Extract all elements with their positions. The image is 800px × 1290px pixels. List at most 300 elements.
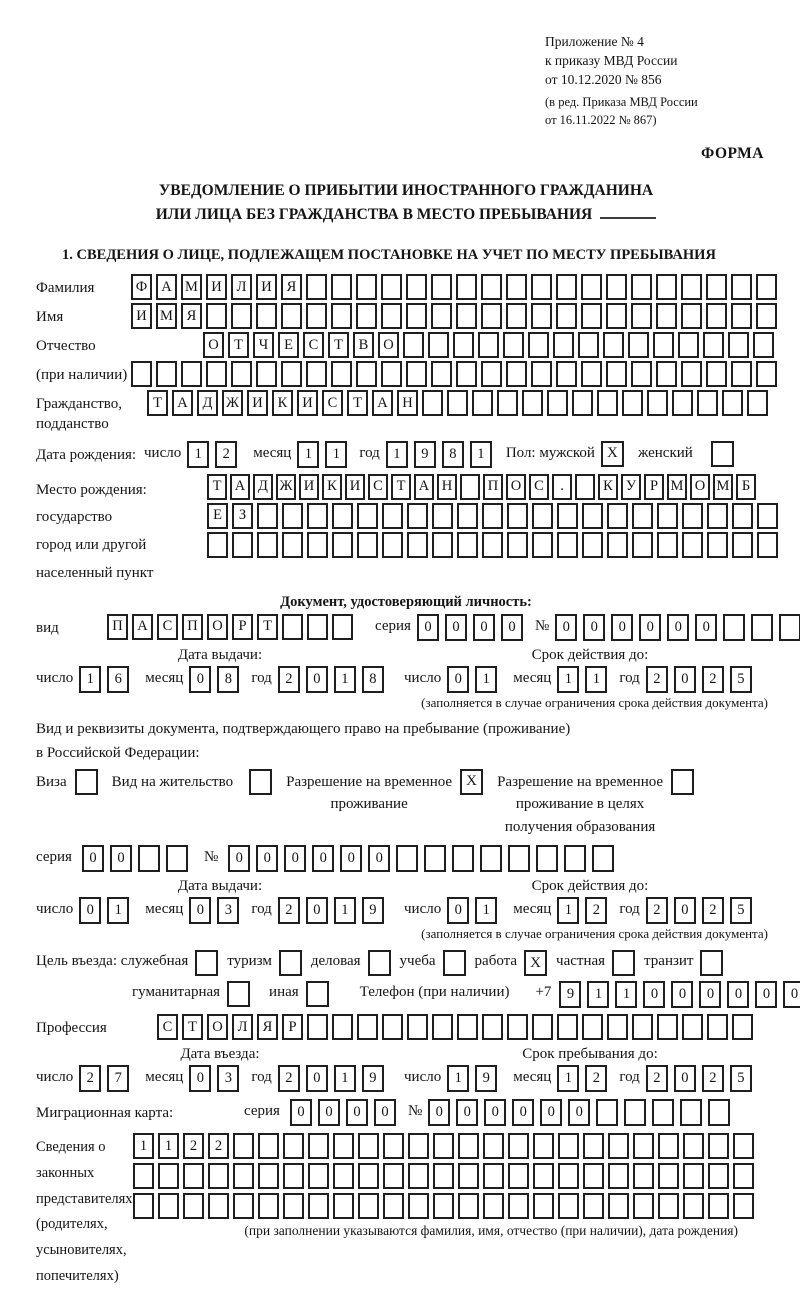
doc-number-label: № — [534, 617, 550, 634]
char-box — [207, 532, 228, 558]
residence-issue-day-label: число — [36, 901, 74, 917]
char-box: 1 — [587, 981, 609, 1008]
surname-boxes — [131, 274, 781, 300]
representatives-labels: Сведения о законных представителях (родителях, усыновителях, попечителях) — [36, 1139, 133, 1284]
birth-month-boxes — [297, 441, 353, 468]
char-box: 1 — [325, 441, 347, 468]
char-box: С — [157, 614, 178, 640]
char-box: Л — [232, 1014, 253, 1040]
char-box — [572, 390, 593, 416]
char-box — [756, 361, 777, 387]
char-box: Т — [347, 390, 368, 416]
entry-month-label: месяц — [145, 1069, 184, 1085]
entry-year-boxes — [278, 1065, 390, 1092]
residence-number-boxes — [228, 845, 620, 872]
char-box — [331, 361, 352, 387]
identity-validity-month-boxes — [557, 666, 613, 693]
char-box — [731, 303, 752, 329]
char-box: И — [256, 274, 277, 300]
profession-label: Профессия — [36, 1020, 107, 1036]
char-box — [656, 274, 677, 300]
char-box — [756, 274, 777, 300]
char-box — [575, 474, 595, 500]
char-box — [433, 1193, 454, 1219]
char-box — [306, 274, 327, 300]
residence-issue-year-label: год — [251, 901, 272, 917]
char-box — [456, 303, 477, 329]
char-box: 9 — [475, 1065, 497, 1092]
char-box — [431, 274, 452, 300]
char-box: 0 — [755, 981, 777, 1008]
char-box: 1 — [79, 666, 101, 693]
char-box: О — [203, 332, 224, 358]
char-box — [158, 1163, 179, 1189]
char-box: С — [303, 332, 324, 358]
stay-day-label: число — [404, 1069, 442, 1085]
char-box — [682, 532, 703, 558]
char-box — [256, 303, 277, 329]
char-box — [357, 1014, 378, 1040]
residence-intro-line-2: в Российской Федерации: — [36, 744, 200, 761]
char-box — [358, 1133, 379, 1159]
char-box — [460, 474, 480, 500]
char-box — [680, 1099, 702, 1126]
char-box — [308, 1193, 329, 1219]
char-box: 0 — [346, 1099, 368, 1126]
char-box — [306, 303, 327, 329]
char-box: 0 — [583, 614, 605, 641]
char-box — [556, 303, 577, 329]
purpose-humanitarian-label: гуманитарная — [132, 984, 221, 1000]
char-box: 1 — [585, 666, 607, 693]
char-box: 5 — [730, 1065, 752, 1092]
purpose-work-checkbox: X — [524, 950, 547, 976]
char-box: Я — [281, 274, 302, 300]
purpose-study-checkbox — [443, 950, 466, 976]
char-box: А — [156, 274, 177, 300]
phone-boxes — [559, 981, 800, 1008]
char-box: 0 — [540, 1099, 562, 1126]
char-box: 8 — [217, 666, 239, 693]
representatives-note: (при заполнении указываются фамилия, имя, отчество (при наличии), дата рождения) — [244, 1223, 738, 1238]
char-box — [564, 845, 586, 872]
char-box — [508, 1193, 529, 1219]
char-box — [233, 1163, 254, 1189]
birth-month-label: месяц — [253, 444, 292, 461]
char-box — [482, 532, 503, 558]
char-box: 0 — [699, 981, 721, 1008]
char-box — [482, 1014, 503, 1040]
birth-day-label: число — [144, 444, 182, 461]
purpose-tourism-label: туризм — [227, 953, 272, 969]
char-box: 2 — [702, 897, 724, 924]
char-box — [733, 1133, 754, 1159]
char-box — [283, 1163, 304, 1189]
char-box: 3 — [217, 1065, 239, 1092]
char-box: Ж — [222, 390, 243, 416]
char-box — [508, 1163, 529, 1189]
char-box — [408, 1133, 429, 1159]
purpose-tourism-checkbox — [279, 950, 302, 976]
char-box: С — [368, 474, 388, 500]
sex-female-checkbox — [711, 441, 734, 467]
residence-series-label: серия — [36, 849, 72, 865]
char-box — [652, 1099, 674, 1126]
char-box: 0 — [667, 614, 689, 641]
char-box: Я — [257, 1014, 278, 1040]
form-title-line-1: УВЕДОМЛЕНИЕ О ПРИБЫТИИ ИНОСТРАННОГО ГРАЖДАНИНА — [158, 181, 654, 199]
char-box — [708, 1193, 729, 1219]
char-box: 0 — [189, 666, 211, 693]
char-box: 8 — [442, 441, 464, 468]
char-box: Я — [181, 303, 202, 329]
citizenship-boxes — [147, 390, 772, 416]
char-box — [532, 1014, 553, 1040]
purpose-label: Цель въезда: служебная — [36, 953, 189, 969]
char-box: 2 — [79, 1065, 101, 1092]
char-box: 2 — [278, 666, 300, 693]
char-box — [631, 303, 652, 329]
char-box: 9 — [362, 897, 384, 924]
char-box — [731, 361, 752, 387]
purpose-private-checkbox — [612, 950, 635, 976]
residence-validity-day-label: число — [404, 901, 442, 917]
char-box: С — [529, 474, 549, 500]
char-box — [723, 614, 745, 641]
char-box: Т — [207, 474, 227, 500]
char-box — [457, 503, 478, 529]
char-box: 0 — [79, 897, 101, 924]
char-box: К — [322, 474, 342, 500]
char-box: 0 — [447, 897, 469, 924]
char-box — [707, 503, 728, 529]
char-box — [166, 845, 188, 872]
char-box — [582, 532, 603, 558]
char-box — [406, 274, 427, 300]
char-box — [282, 503, 303, 529]
char-box — [708, 1163, 729, 1189]
char-box: Л — [231, 274, 252, 300]
doc-type-boxes — [107, 614, 357, 640]
char-box — [332, 532, 353, 558]
char-box — [497, 390, 518, 416]
doc-series-boxes — [417, 614, 529, 641]
char-box — [633, 1163, 654, 1189]
representatives-boxes-2 — [133, 1163, 758, 1189]
char-box — [483, 1133, 504, 1159]
char-box — [628, 332, 649, 358]
char-box — [757, 503, 778, 529]
residence-number-label: № — [203, 849, 219, 865]
char-box: М — [156, 303, 177, 329]
char-box: 0 — [639, 614, 661, 641]
char-box — [706, 303, 727, 329]
char-box — [333, 1133, 354, 1159]
char-box — [258, 1163, 279, 1189]
char-box: О — [506, 474, 526, 500]
char-box: 0 — [445, 614, 467, 641]
char-box — [581, 361, 602, 387]
char-box — [358, 1163, 379, 1189]
char-box: П — [483, 474, 503, 500]
patronymic-boxes-2 — [131, 361, 781, 387]
char-box: Ф — [131, 274, 152, 300]
char-box — [683, 1163, 704, 1189]
char-box — [138, 845, 160, 872]
char-box — [481, 303, 502, 329]
char-box — [657, 532, 678, 558]
char-box — [332, 503, 353, 529]
purpose-transit-checkbox — [700, 950, 723, 976]
appendix-line-3: от 10.12.2020 № 856 — [545, 72, 662, 88]
amendment-block — [545, 94, 776, 129]
char-box — [480, 845, 502, 872]
char-box: 0 — [368, 845, 390, 872]
char-box — [333, 1163, 354, 1189]
char-box — [231, 361, 252, 387]
char-box: 9 — [414, 441, 436, 468]
char-box: А — [230, 474, 250, 500]
char-box — [458, 1163, 479, 1189]
char-box — [156, 361, 177, 387]
char-box: Р — [282, 1014, 303, 1040]
char-box: 2 — [702, 666, 724, 693]
char-box: О — [690, 474, 710, 500]
char-box — [583, 1133, 604, 1159]
residence-validity-year-label: год — [619, 901, 640, 917]
char-box: 0 — [318, 1099, 340, 1126]
char-box — [472, 390, 493, 416]
char-box — [653, 332, 674, 358]
representatives-block — [36, 1131, 776, 1290]
char-box — [307, 1014, 328, 1040]
char-box — [383, 1133, 404, 1159]
residence-validity-note: (заполняется в случае ограничения срока действия документа) — [421, 926, 768, 941]
citizenship-label: Гражданство, подданство — [36, 396, 123, 433]
char-box: 8 — [362, 666, 384, 693]
char-box — [307, 503, 328, 529]
char-box: Ж — [276, 474, 296, 500]
char-box — [558, 1193, 579, 1219]
purpose-row-2 — [36, 981, 799, 1008]
entry-day-boxes — [79, 1065, 135, 1092]
char-box — [356, 361, 377, 387]
appendix-line-1: Приложение № 4 — [545, 34, 644, 49]
char-box: 0 — [484, 1099, 506, 1126]
purpose-work-label: работа — [474, 953, 518, 969]
char-box: 0 — [695, 614, 717, 641]
patronymic-label: Отчество — [36, 338, 96, 354]
char-box — [507, 1014, 528, 1040]
purpose-official-checkbox — [195, 950, 218, 976]
char-box: 0 — [674, 666, 696, 693]
char-box: 2 — [585, 1065, 607, 1092]
stay-month-boxes — [557, 1065, 613, 1092]
firstname-boxes — [131, 303, 781, 329]
char-box: Д — [197, 390, 218, 416]
purpose-row-1 — [36, 950, 776, 976]
char-box — [458, 1133, 479, 1159]
char-box — [231, 303, 252, 329]
residence-validity-title: Срок действия до: — [531, 878, 649, 894]
identity-issue-year-label: год — [251, 669, 272, 686]
char-box: 0 — [783, 981, 800, 1008]
appendix-line-2: к приказу МВД России — [545, 53, 678, 69]
char-box — [257, 532, 278, 558]
purpose-study-label: учеба — [399, 953, 436, 969]
migration-card-row — [36, 1099, 776, 1126]
char-box — [457, 532, 478, 558]
char-box: 2 — [702, 1065, 724, 1092]
char-box — [432, 503, 453, 529]
char-box — [556, 361, 577, 387]
char-box — [708, 1133, 729, 1159]
appendix-block — [545, 32, 776, 89]
char-box — [432, 532, 453, 558]
residence-dates — [36, 878, 776, 924]
char-box: Н — [437, 474, 457, 500]
residence-permit-checkbox — [249, 769, 272, 795]
char-box — [732, 503, 753, 529]
char-box — [682, 503, 703, 529]
char-box: И — [299, 474, 319, 500]
birthdate-label: Дата рождения: — [36, 446, 137, 463]
char-box — [452, 845, 474, 872]
char-box: 1 — [158, 1133, 179, 1159]
char-box: Б — [736, 474, 756, 500]
birthdate-row — [36, 441, 776, 468]
char-box — [428, 332, 449, 358]
char-box: 1 — [334, 897, 356, 924]
char-box — [583, 1163, 604, 1189]
residence-intro-line-1: Вид и реквизиты документа, подтверждающего право на пребывание (проживание) — [36, 720, 571, 737]
identity-issue-month-boxes — [189, 666, 245, 693]
char-box — [208, 1193, 229, 1219]
char-box — [331, 303, 352, 329]
surname-row — [36, 274, 776, 300]
char-box — [728, 332, 749, 358]
char-box — [608, 1193, 629, 1219]
char-box — [592, 845, 614, 872]
char-box: А — [132, 614, 153, 640]
char-box: И — [206, 274, 227, 300]
identity-validity-note: (заполняется в случае ограничения срока действия документа) — [421, 694, 768, 710]
char-box — [557, 503, 578, 529]
char-box — [581, 303, 602, 329]
char-box — [508, 845, 530, 872]
identity-issue-title: Дата выдачи: — [177, 646, 263, 663]
purpose-private-label: частная — [556, 953, 606, 969]
char-box — [382, 1014, 403, 1040]
char-box — [756, 303, 777, 329]
temp-residence-edu-checkbox — [671, 769, 694, 795]
char-box — [722, 390, 743, 416]
char-box: У — [621, 474, 641, 500]
residence-permit-label: Вид на жительство — [111, 773, 234, 790]
char-box: 0 — [110, 845, 132, 872]
char-box — [647, 390, 668, 416]
char-box — [706, 274, 727, 300]
char-box: П — [107, 614, 128, 640]
identity-doc-row — [36, 614, 776, 641]
char-box — [557, 532, 578, 558]
char-box — [383, 1163, 404, 1189]
temp-residence-label: Разрешение на временное проживание — [286, 773, 453, 812]
char-box: 0 — [447, 666, 469, 693]
char-box — [133, 1193, 154, 1219]
migration-series-boxes — [290, 1099, 402, 1126]
char-box — [622, 390, 643, 416]
char-box — [233, 1133, 254, 1159]
section1-heading: 1. СВЕДЕНИЯ О ЛИЦЕ, ПОДЛЕЖАЩЕМ ПОСТАНОВКЕ НА УЧЕТ ПО МЕСТУ ПРЕБЫВАНИЯ — [62, 247, 716, 263]
char-box — [547, 390, 568, 416]
amendment-line-2: от 16.11.2022 № 867) — [545, 112, 657, 127]
char-box — [183, 1163, 204, 1189]
char-box — [707, 1014, 728, 1040]
forma-label: ФОРМА — [700, 144, 764, 162]
sex-male-checkbox: X — [601, 441, 624, 467]
char-box: 1 — [615, 981, 637, 1008]
char-box — [583, 1193, 604, 1219]
char-box — [656, 303, 677, 329]
migration-number-label: № — [407, 1103, 423, 1119]
char-box — [533, 1163, 554, 1189]
profession-boxes — [157, 1014, 757, 1040]
char-box: 1 — [107, 897, 129, 924]
char-box: 0 — [456, 1099, 478, 1126]
char-box — [456, 361, 477, 387]
char-box — [396, 845, 418, 872]
char-box — [582, 1014, 603, 1040]
char-box — [658, 1133, 679, 1159]
char-box — [453, 332, 474, 358]
residence-issue-day-boxes — [79, 897, 135, 924]
entry-day-label: число — [36, 1069, 74, 1085]
char-box — [456, 274, 477, 300]
char-box — [433, 1163, 454, 1189]
char-box: С — [157, 1014, 178, 1040]
residence-validity-month-label: месяц — [513, 901, 552, 917]
char-box — [233, 1193, 254, 1219]
char-box — [757, 532, 778, 558]
residence-issue-year-boxes — [278, 897, 390, 924]
char-box — [447, 390, 468, 416]
char-box — [133, 1163, 154, 1189]
char-box — [657, 1014, 678, 1040]
char-box — [632, 1014, 653, 1040]
residence-options-row — [36, 769, 776, 839]
char-box — [633, 1193, 654, 1219]
char-box: Т — [147, 390, 168, 416]
char-box — [624, 1099, 646, 1126]
amendment-line-1: (в ред. Приказа МВД России — [545, 95, 698, 110]
char-box — [403, 332, 424, 358]
identity-validity-day-boxes — [447, 666, 503, 693]
char-box — [283, 1193, 304, 1219]
purpose-business-checkbox — [368, 950, 391, 976]
char-box — [732, 1014, 753, 1040]
char-box — [608, 1163, 629, 1189]
char-box: Р — [644, 474, 664, 500]
char-box — [707, 532, 728, 558]
char-box: 2 — [183, 1133, 204, 1159]
char-box — [536, 845, 558, 872]
char-box: 3 — [217, 897, 239, 924]
char-box: А — [414, 474, 434, 500]
char-box: 5 — [730, 666, 752, 693]
doc-number-boxes — [555, 614, 800, 641]
char-box — [731, 274, 752, 300]
